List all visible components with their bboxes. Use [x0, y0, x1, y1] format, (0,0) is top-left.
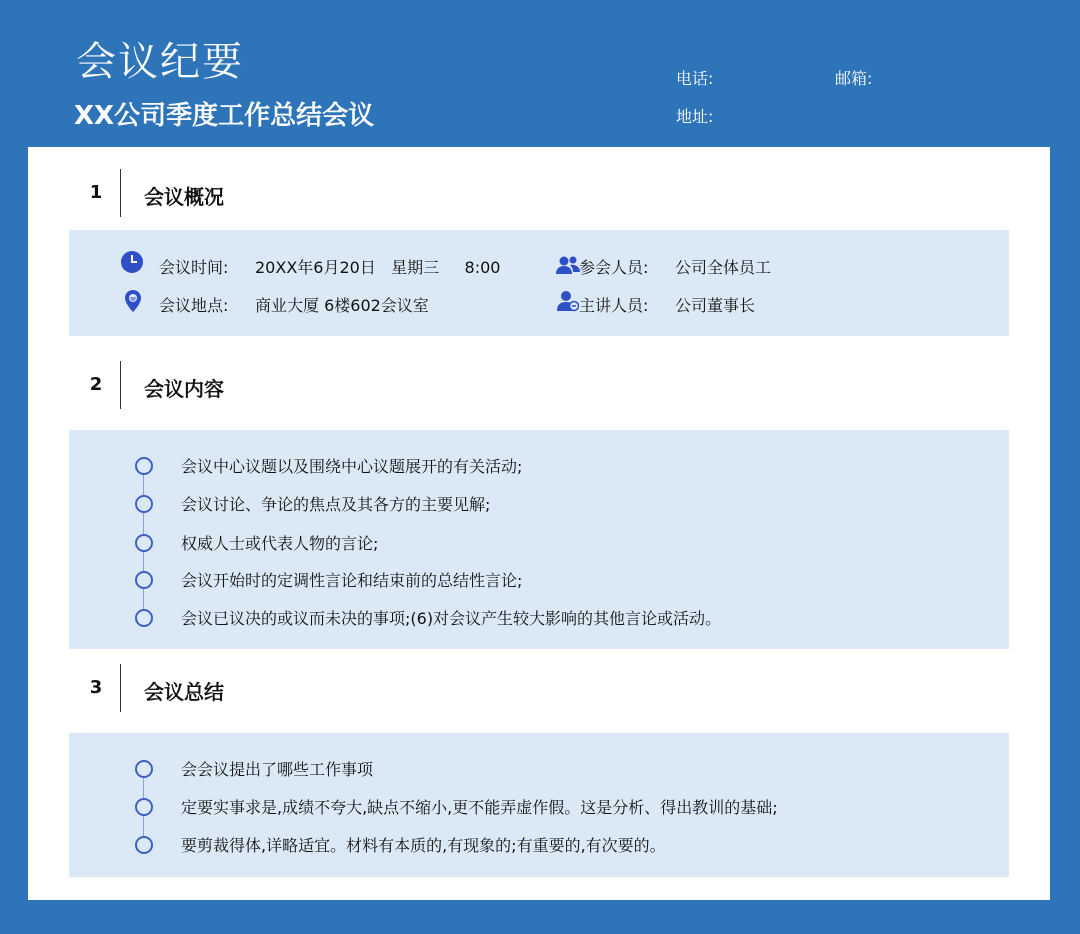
list-item-text: 会会议提出了哪些工作事项	[181, 760, 374, 779]
list-item	[69, 454, 1009, 478]
list-item-text: 会议已议决的或议而未决的事项;(6)对会议产生较大影响的其他言论或活动。	[181, 609, 722, 628]
bullet-circle-icon	[135, 836, 153, 854]
section-number: 3	[89, 677, 103, 698]
speaker-user-icon	[557, 290, 579, 316]
section-header-overview	[28, 169, 1050, 217]
list-item-text: 会议开始时的定调性言论和结束前的总结性言论;	[181, 571, 523, 590]
meeting-place-label: 会议地点:	[159, 296, 229, 315]
section-divider	[120, 169, 121, 217]
bullet-circle-icon	[135, 760, 153, 778]
list-item	[69, 757, 1009, 781]
summary-list	[69, 733, 1009, 877]
phone-label: 电话:	[676, 69, 714, 88]
list-item	[69, 492, 1009, 516]
list-item-text: 要剪裁得体,详略适宜。材料有本质的,有现象的;有重要的,有次要的。	[181, 836, 666, 855]
content-panel	[69, 430, 1009, 649]
section-title: 会议内容	[144, 377, 224, 401]
clock-icon	[121, 251, 143, 277]
content-card	[28, 147, 1050, 900]
list-item	[69, 531, 1009, 555]
speaker-label: 主讲人员:	[579, 296, 649, 315]
section-number: 2	[89, 374, 103, 395]
page-title: 会议纪要	[76, 39, 244, 85]
bullet-circle-icon	[135, 495, 153, 513]
section-header-summary	[28, 664, 1050, 712]
list-item	[69, 833, 1009, 857]
attendees-label: 参会人员:	[579, 258, 649, 277]
content-list	[69, 430, 1009, 649]
section-header-content	[28, 361, 1050, 409]
section-title: 会议概况	[144, 185, 224, 209]
bullet-circle-icon	[135, 571, 153, 589]
meeting-time-value: 20XX年6月20日 星期三 8:00	[255, 258, 501, 277]
bullet-circle-icon	[135, 534, 153, 552]
section-number: 1	[89, 182, 103, 203]
list-item	[69, 606, 1009, 630]
meeting-place-value: 商业大厦 6楼602会议室	[255, 296, 429, 315]
address-label: 地址:	[676, 107, 714, 126]
bullet-circle-icon	[135, 798, 153, 816]
email-label: 邮箱:	[835, 69, 873, 88]
list-item-text: 会议讨论、争论的焦点及其各方的主要见解;	[181, 495, 491, 514]
summary-panel	[69, 733, 1009, 877]
list-item	[69, 568, 1009, 592]
speaker-value: 公司董事长	[675, 296, 756, 315]
list-item	[69, 795, 1009, 819]
bullet-circle-icon	[135, 609, 153, 627]
page-subtitle: XX公司季度工作总结会议	[74, 101, 375, 131]
overview-panel	[69, 230, 1009, 336]
location-pin-icon	[124, 289, 142, 317]
list-item-text: 定要实事求是,成绩不夸大,缺点不缩小,更不能弄虚作假。这是分析、得出教训的基础;	[181, 798, 778, 817]
meeting-time-label: 会议时间:	[159, 258, 229, 277]
attendees-value: 公司全体员工	[675, 258, 772, 277]
users-icon	[556, 255, 580, 279]
list-item-text: 会议中心议题以及围绕中心议题展开的有关活动;	[181, 457, 523, 476]
section-divider	[120, 361, 121, 409]
section-title: 会议总结	[144, 680, 224, 704]
list-item-text: 权威人士或代表人物的言论;	[181, 534, 379, 553]
bullet-circle-icon	[135, 457, 153, 475]
section-divider	[120, 664, 121, 712]
